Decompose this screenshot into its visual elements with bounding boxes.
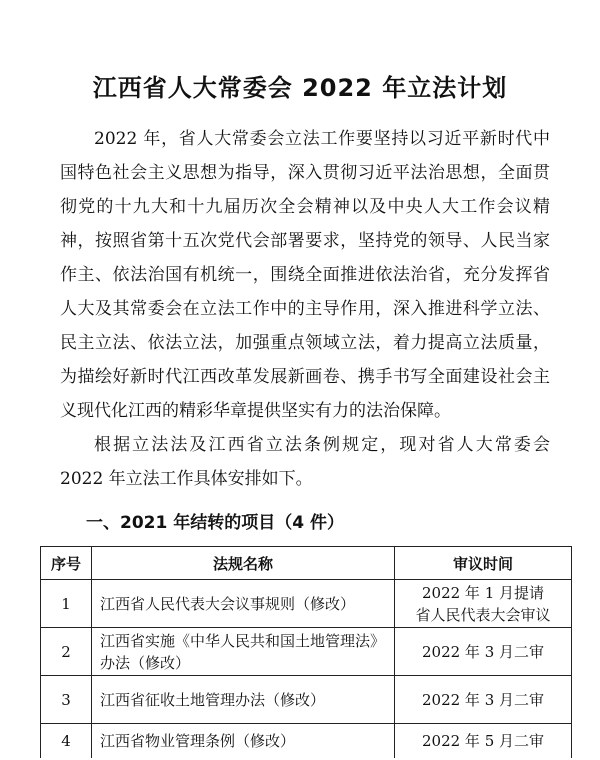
row-name: 江西省征收土地管理办法（修改） [92, 676, 395, 724]
table-row [41, 580, 572, 628]
row-time-line: 省人民代表大会审议 [415, 605, 551, 624]
intro-line: 作主、依法治国有机统一，围绕全面推进依法治省，充分发挥省 [60, 265, 550, 285]
row-name: 江西省物业管理条例（修改） [92, 724, 395, 759]
table-row [41, 676, 572, 724]
row-time [395, 676, 572, 724]
row-time [395, 628, 572, 676]
intro-paragraph [60, 122, 550, 428]
document-title: 江西省人大常委会 2022 年立法计划 [92, 74, 508, 102]
section-heading: 一、2021 年结转的项目（4 件） [86, 513, 344, 533]
row-time-line: 2022 年 1 月提请 [421, 583, 545, 602]
row-time [395, 724, 572, 759]
intro-line: 彻党的十九大和十九届历次全会精神以及中央人大工作会议精 [60, 197, 550, 217]
intro-line: 国特色社会主义思想为指导，深入贯彻习近平法治思想，全面贯 [60, 163, 550, 183]
row-time [395, 580, 572, 628]
intro-line: 神，按照省第十五次党代会部署要求，坚持党的领导、人民当家 [60, 231, 550, 251]
table-row [41, 724, 572, 759]
legislation-table [40, 546, 572, 758]
table-header-row [41, 547, 572, 580]
basis-line: 2022 年立法工作具体安排如下。 [60, 469, 313, 489]
header-number: 序号 [41, 547, 92, 580]
basis-line: 根据立法法及江西省立法条例规定，现对省人大常委会 [94, 435, 550, 455]
intro-line: 人大及其常委会在立法工作中的主导作用，深入推进科学立法、 [60, 299, 550, 319]
intro-line: 为描绘好新时代江西改革发展新画卷、携手书写全面建设社会主 [60, 367, 550, 387]
row-time-line: 2022 年 5 月二审 [421, 732, 545, 750]
row-number: 1 [41, 580, 92, 628]
row-time-line: 2022 年 3 月二审 [421, 642, 545, 661]
row-time-line: 2022 年 3 月二审 [421, 690, 545, 709]
table-row [41, 628, 572, 676]
header-time: 审议时间 [395, 547, 572, 580]
row-number: 4 [41, 724, 92, 759]
row-number: 3 [41, 676, 92, 724]
intro-line: 义现代化江西的精彩华章提供坚实有力的法治保障。 [60, 401, 451, 421]
intro-line: 2022 年，省人大常委会立法工作要坚持以习近平新时代中 [94, 129, 550, 149]
intro-line: 民主立法、依法立法，加强重点领域立法，着力提高立法质量， [60, 333, 550, 353]
row-number: 2 [41, 628, 92, 676]
row-name: 江西省人民代表大会议事规则（修改） [92, 580, 395, 628]
basis-paragraph [60, 428, 550, 496]
row-name: 江西省实施《中华人民共和国土地管理法》办法（修改） [92, 628, 395, 676]
header-name: 法规名称 [92, 547, 395, 580]
